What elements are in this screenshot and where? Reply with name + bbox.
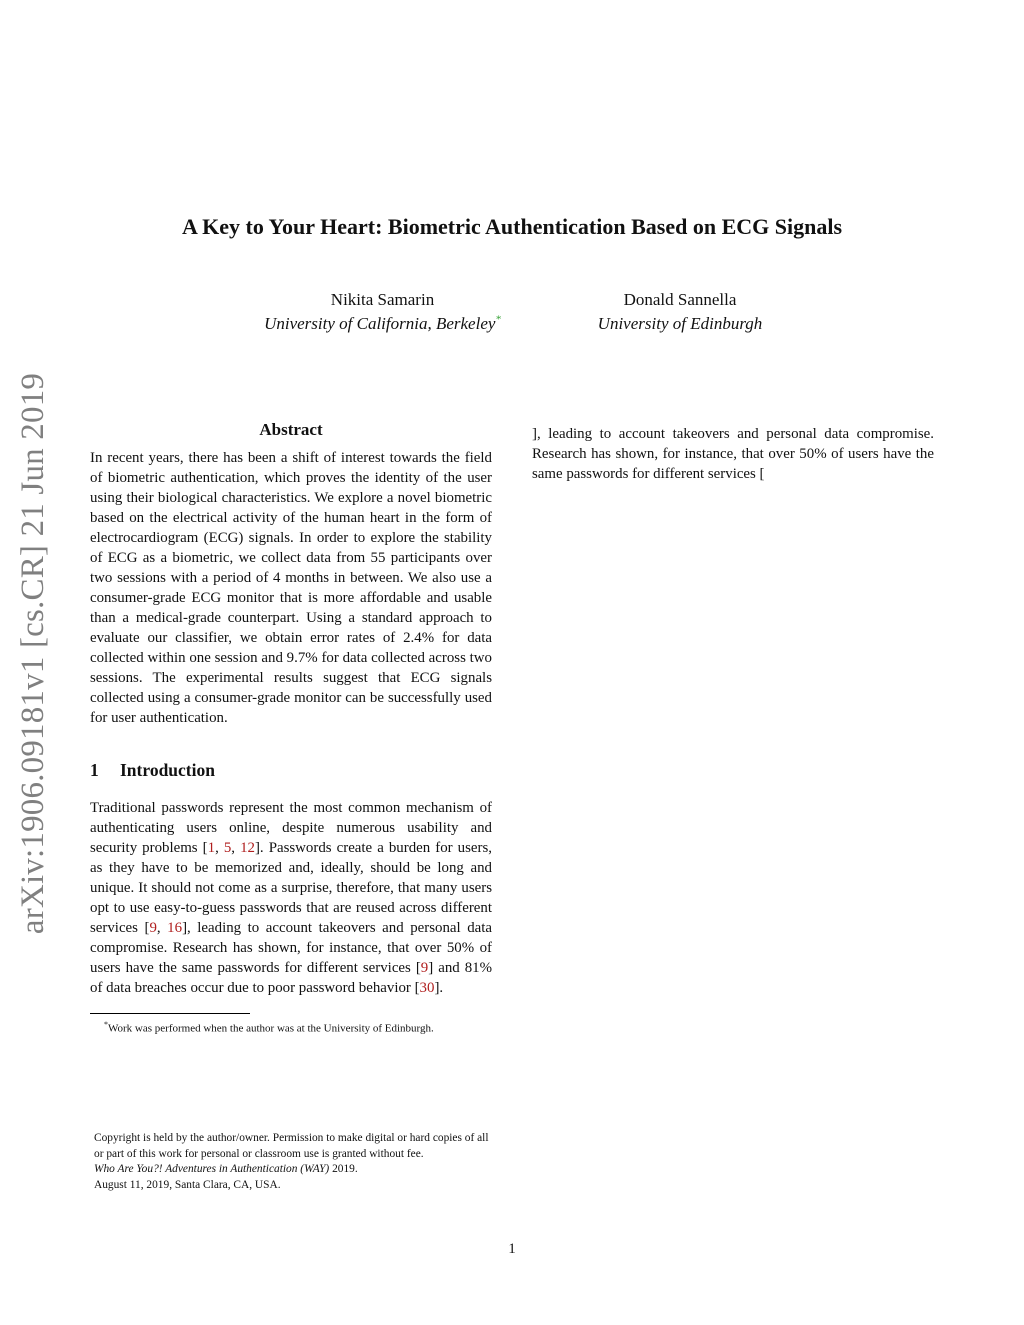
citation-link[interactable]: 30 bbox=[419, 980, 435, 996]
footnote bbox=[104, 1018, 434, 1036]
venue-date-location: August 11, 2019, Santa Clara, CA, USA. bbox=[94, 1178, 281, 1191]
right-column bbox=[532, 424, 934, 484]
abstract-heading: Abstract bbox=[259, 420, 323, 439]
section-number: 1 bbox=[90, 760, 99, 780]
copyright-notice bbox=[94, 1131, 496, 1193]
section-title: Introduction bbox=[120, 760, 215, 780]
footnote-text: Work was performed when the author was at the University of Edinburgh. bbox=[108, 1022, 434, 1035]
venue-name: Who Are You?! Adventures in Authentication (WAY) bbox=[94, 1163, 330, 1175]
footnote-divider bbox=[90, 1013, 250, 1014]
page-number: 1 bbox=[508, 1241, 516, 1257]
citation-link[interactable]: 9 bbox=[420, 960, 429, 976]
author-affiliation: University of Edinburgh bbox=[597, 314, 763, 333]
footnote-mark: * bbox=[104, 1020, 108, 1029]
arxiv-identifier-stamp bbox=[8, 358, 60, 948]
author-name: Donald Sannella bbox=[623, 290, 737, 309]
citation-link[interactable]: 16 bbox=[167, 920, 183, 936]
author-name: Nikita Samarin bbox=[330, 290, 435, 309]
author-block-1 bbox=[230, 288, 535, 336]
arxiv-stamp-text: arXiv:1906.09181v1 [cs.CR] 21 Jun 2019 bbox=[15, 372, 52, 934]
venue-line bbox=[94, 1162, 496, 1178]
affiliation-text: University of California, Berkeley bbox=[264, 314, 496, 333]
citation-link[interactable]: 9 bbox=[149, 920, 157, 936]
citation-link[interactable]: 5 bbox=[223, 840, 232, 856]
section-heading-introduction bbox=[90, 760, 492, 780]
left-column bbox=[90, 420, 492, 998]
paper-title: A Key to Your Heart: Biometric Authentication Based on ECG Signals bbox=[182, 214, 842, 239]
intro-paragraph-1: Traditional passwords represent the most common mechanism of authenticating users online, despite numerous usability and security problems [1, 5, 12]. Passwords create a burden for users, as they have to be memorized and, ideally, should be long and unique. It should not come as a surprise, therefore, that many users opt to use easy-to-guess passwords that are reused across different services [9, 16], leading to account takeovers and personal data compromise. Research has shown, for instance, that over 50% of users have the same passwords for different services [9] and 81% of data breaches occur due to poor password behavior [30]. bbox=[90, 800, 492, 996]
footnote-marker[interactable]: * bbox=[495, 313, 501, 326]
intro-paragraph-1-continued: ], leading to account takeovers and personal data compromise. Research has shown, for instance, that over 50% of users have the same passwords for different services [ bbox=[532, 426, 934, 482]
citation-link[interactable]: 1 bbox=[207, 840, 216, 856]
author-block-2 bbox=[570, 288, 790, 336]
author-affiliation bbox=[230, 312, 535, 336]
venue-year: 2019. bbox=[329, 1163, 358, 1175]
abstract-text: In recent years, there has been a shift of interest towards the field of biometric authentication, which proves the identity of the user using their biological characteristics. We explore a novel biometric based on the electrical activity of the human heart in the form of electrocardiogram (ECG) signals. In order to explore the stability of ECG as a biometric, we collect data from 55 participants over two sessions with a period of 4 months in between. We also use a consumer-grade ECG monitor that is more affordable and usable than a medical-grade counterpart. Using a standard approach to evaluate our classifier, we obtain error rates of 2.4% for data collected within one session and 9.7% for data collected across two sessions. The experimental results suggest that ECG signals collected using a consumer-grade monitor can be successfully used for user authentication. bbox=[90, 450, 492, 726]
copyright-text: Copyright is held by the author/owner. Permission to make digital or hard copies of all or part of this work for personal or classroom use is granted without fee. bbox=[94, 1132, 489, 1160]
citation-link[interactable]: 12 bbox=[240, 840, 255, 856]
